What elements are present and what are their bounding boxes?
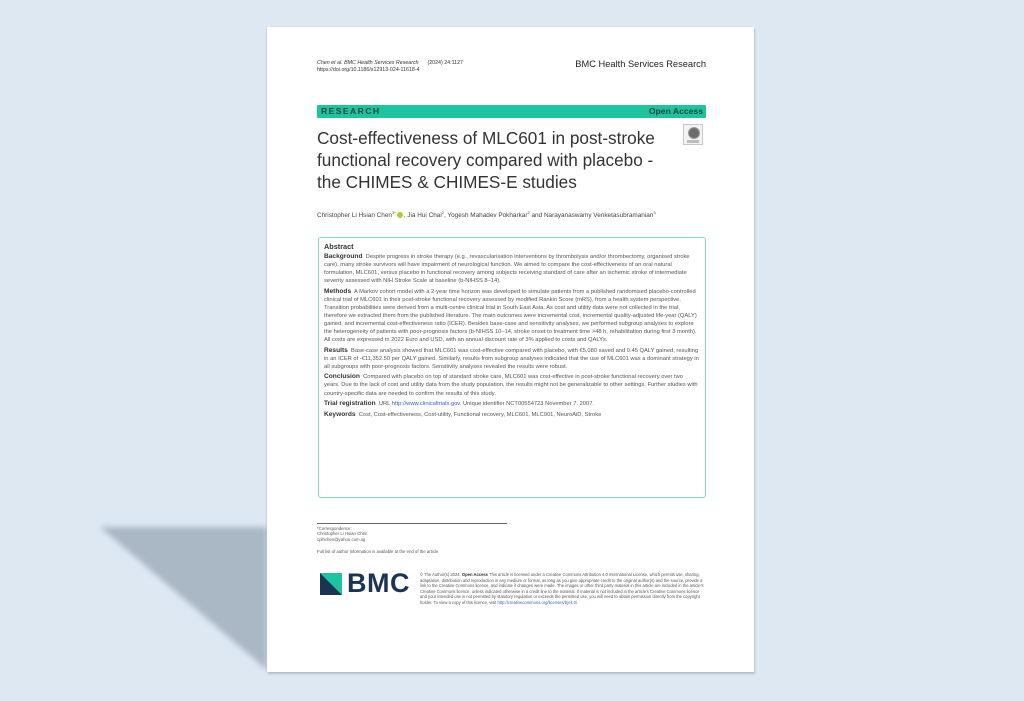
author-name[interactable]: Yogesh Mahadev Pokharkar <box>447 212 528 220</box>
author-name[interactable]: Jia Hui Chai <box>407 212 442 220</box>
citation-header <box>317 60 463 74</box>
author-affiliation: 2 <box>527 210 530 215</box>
open-access-label: Open Access <box>648 106 703 116</box>
article-type-banner <box>317 105 706 118</box>
section-label: Methods <box>324 287 352 295</box>
open-access-label: Open Access <box>461 572 488 577</box>
correspondence-name: Christopher Li Hsian Chen <box>317 531 368 537</box>
abstract-trial-registration <box>324 400 700 408</box>
author-affiliation: 3 <box>653 210 656 215</box>
section-label: Conclusion <box>324 373 360 381</box>
citation-authors: Chen et al. <box>317 60 343 66</box>
bmc-logo-text: BMC <box>347 568 410 598</box>
correspondence-email[interactable]: cplhchen@yahoo.com.sg <box>317 536 366 542</box>
abstract-box <box>318 237 706 498</box>
section-label: Background <box>324 253 363 260</box>
section-label: Trial registration <box>324 400 376 408</box>
article-type-label: RESEARCH <box>321 106 381 116</box>
section-text: Base-case analysis showed that MLC601 was cost-effective compared with placebo, with €5,080 saved and 0.45 QALY gained, resulting in an ICER of -€11,352.50 per QALY gained. Similarly, results from subgroup analyses indicated that the use of MLC601 was a dominant strategy in all subgroups with poor-prognosis factors. Sensitivity analyses revealed the results were robust. <box>324 347 699 370</box>
license-body: This article is licensed under a Creative Commons Attribution 4.0 International License, which permits use, sharing, adaptation, distribution and reproduction in any medium or format, as long as you give appropriate credit to the original author(s) and the source, provide a link to the Creative Commons licence, and indicate if changes were made. The images or other third party material in this article are included in the article's Creative Commons licence, unless indicated otherwise in a credit line to the material. If material is not included in the article's Creative Commons licence and your intended use is not permitted by statutory regulation or exceeds the permitted use, you will need to obtain permission directly from the copyright holder. To view a copy of this licence, visit <box>420 572 704 605</box>
orcid-icon[interactable] <box>397 212 403 218</box>
license-text <box>420 572 707 606</box>
keywords-text: Cost, Cost-effectiveness, Cost-utility, Functional recovery, MLC601, MLC901, NeuroAiD, Stroke <box>358 411 602 418</box>
separator: , <box>403 212 408 220</box>
separator: , <box>443 212 448 220</box>
author-info-note: Full list of author information is available at the end of the article <box>317 549 439 554</box>
abstract-methods <box>324 288 700 344</box>
section-text: Compared with placebo on top of standard stroke care, MLC601 was cost-effective in post-stroke functional recovery over two years. Due to the lack of cost and utility data from the study population, the results might not be generalizable to other settings. Further studies with country-specific data are needed to confirm the results of this study. <box>324 374 698 397</box>
abstract-conclusion <box>324 373 700 397</box>
author-affiliation: 1* <box>391 210 396 215</box>
author-list <box>317 210 717 219</box>
author-name[interactable]: Christopher Li Hsian Chen <box>317 212 392 220</box>
correspondence-label: *Correspondence: <box>317 526 352 531</box>
abstract-keywords <box>324 411 700 419</box>
section-label: Keywords <box>324 410 356 418</box>
doi-link[interactable]: https://doi.org/10.1186/s12913-024-11618-4 <box>317 67 420 73</box>
section-text: A Markov cohort model with a 2-year time horizon was developed to simulate patients from a published randomised placebo-controlled clinical trial of MLC601 in their post-stroke functional recovery assessed by modified Rankin Score (mRS), from a health system perspective. Transition probabilities were derived from a multi-centre clinical trial in South East Asia. As cost and utility data were not collected in the trial, therefore we extracted them from the published literature. The main outcomes were incremental cost, incremental quality-adjusted life-year (QALY) gained, and incremental cost-effectiveness ratio (ICER). Besides base-case and sensitivity analyses, we performed subgroup analyses to explore the heterogeneity of patients with poor-prognosis factors (b-NIHSS 10–14, stroke onset to treatment time >48 h, rehabilitation during first 3 month). All costs are expressed in 2022 Euro and USD, with an annual discount rate of 3% applied to costs and QALYs. <box>324 288 697 344</box>
citation-journal: BMC Health Services Research <box>344 60 419 66</box>
citation-volume: (2024) 24:1127 <box>427 60 463 66</box>
bmc-logo <box>320 568 410 598</box>
document-page <box>267 27 754 672</box>
license-link[interactable]: http://creativecommons.org/licenses/by/4.0/. <box>497 599 579 605</box>
section-label: Results <box>324 346 348 354</box>
url-prefix: URL <box>378 401 391 408</box>
copyright: © The Author(s) 2024. <box>420 572 461 577</box>
author-name[interactable]: Narayanaswamy Venketasubramanian <box>543 212 654 220</box>
section-text: Despite progress in stroke therapy (e.g., revascularisation interventions by thrombolysis and/or thrombectomy, organised stroke care), many stroke survivors will have impairment of neurological function. We aimed to compare the cost-effectiveness of an oral natural formulation, MLC601, versus placebo in functional recovery among subjects receiving standard of care after an ischemic stroke of intermediate severity assessed with NIH Stroke Scale at baseline (b-NIHSS 8–14). <box>324 254 690 285</box>
trial-identifier: . Unique identifier NCT00554723 November 7, 2007. <box>459 401 594 408</box>
abstract-background <box>324 253 700 285</box>
abstract-heading: Abstract <box>324 242 354 251</box>
bmc-logo-mark-icon <box>320 573 342 595</box>
correspondence-block <box>317 526 367 542</box>
author-affiliation: 2 <box>441 210 444 215</box>
separator: and <box>529 212 544 220</box>
footnote-divider <box>317 523 507 524</box>
check-for-updates-icon[interactable] <box>683 124 703 145</box>
article-title: Cost-effectiveness of MLC601 in post-stroke functional recovery compared with placebo - the CHIMES & CHIMES-E studies <box>317 128 655 192</box>
clinicaltrials-link[interactable]: http://www.clinicaltrials.gov <box>391 401 460 408</box>
abstract-results <box>324 347 700 371</box>
journal-name: BMC Health Services Research <box>575 59 706 69</box>
